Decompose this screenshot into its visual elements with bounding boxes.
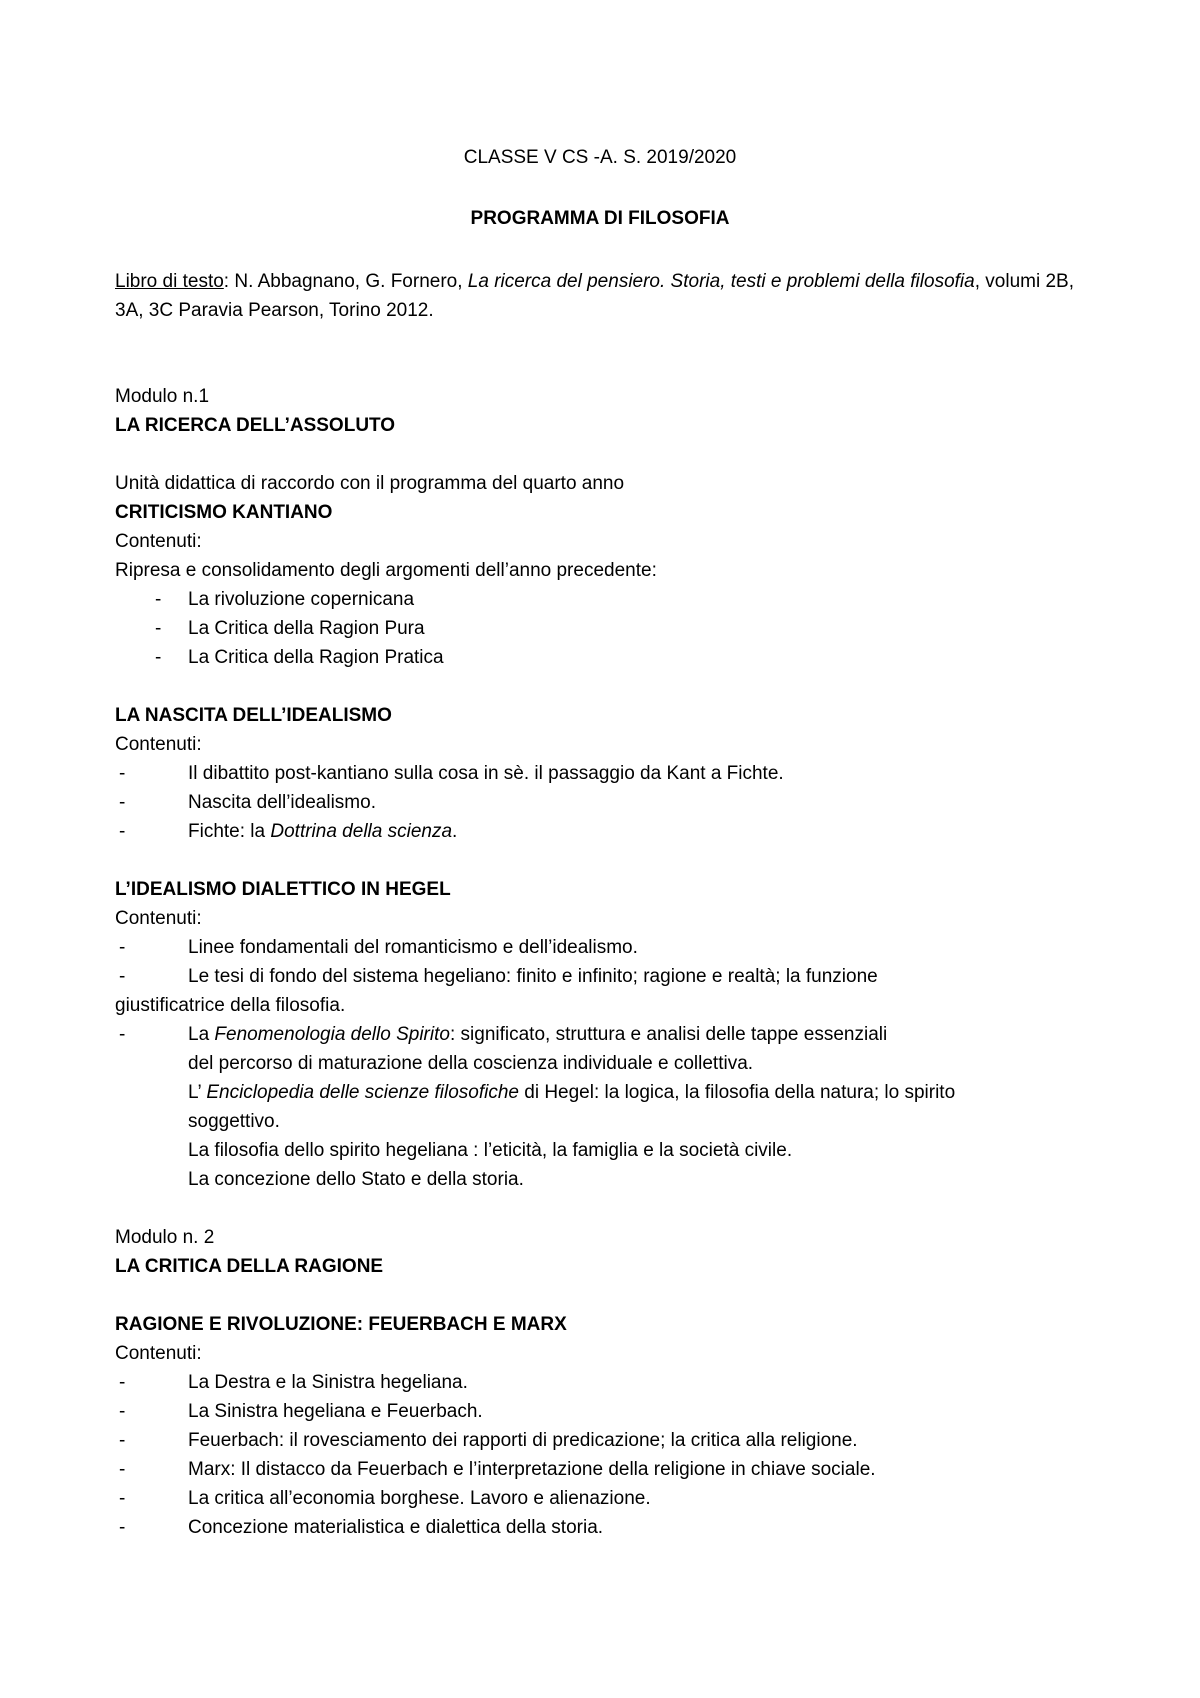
dash-marker: - bbox=[119, 1488, 126, 1509]
phenomenology-work: Fenomenologia dello Spirito bbox=[214, 1024, 450, 1045]
list-item-text: La rivoluzione copernicana bbox=[188, 589, 415, 610]
encyclopedia-line bbox=[115, 1078, 1100, 1107]
encyclopedia-suffix: di Hegel: la logica, la filosofia della natura; lo spirito bbox=[518, 1082, 956, 1103]
dash-marker: - bbox=[119, 1372, 126, 1393]
list-item-text: Le tesi di fondo del sistema hegeliano: finito e infinito; ragione e realtà; la funzione bbox=[188, 966, 878, 987]
textbook-title: La ricerca del pensiero. Storia, testi e problemi della filosofia bbox=[467, 271, 975, 292]
state-line: La concezione dello Stato e della storia. bbox=[188, 1169, 524, 1190]
list-item-text: Marx: Il distacco da Feuerbach e l’interpretazione della religione in chiave sociale. bbox=[188, 1459, 876, 1480]
program-content bbox=[115, 382, 1100, 1542]
class-line: CLASSE V CS -A. S. 2019/2020 bbox=[463, 147, 737, 168]
list-item bbox=[115, 1397, 1100, 1426]
unit-title: CRITICISMO KANTIANO bbox=[115, 502, 333, 523]
unit-intro: Unità didattica di raccordo con il programma del quarto anno bbox=[115, 473, 625, 494]
list-item-text: La Critica della Ragion Pura bbox=[188, 618, 425, 639]
dash-marker: - bbox=[119, 937, 126, 958]
dash-marker: - bbox=[119, 763, 126, 784]
encyclopedia-work: Enciclopedia delle scienze filosofiche bbox=[206, 1082, 519, 1103]
review-line: Ripresa e consolidamento degli argomenti dell’anno precedente: bbox=[115, 560, 657, 581]
dash-marker: - bbox=[119, 1401, 126, 1422]
list-item bbox=[115, 643, 1100, 672]
dash-marker: - bbox=[119, 792, 126, 813]
list-item bbox=[115, 962, 1100, 991]
contents-label: Contenuti: bbox=[115, 734, 202, 755]
contents-label: Contenuti: bbox=[115, 531, 202, 552]
dash-marker: - bbox=[119, 966, 126, 987]
encyclopedia-prefix: L’ bbox=[188, 1082, 207, 1103]
list-item-text: Linee fondamentali del romanticismo e dell’idealismo. bbox=[188, 937, 638, 958]
hegel-title: L’IDEALISMO DIALETTICO IN HEGEL bbox=[115, 879, 451, 900]
fichte-prefix: Fichte: la bbox=[188, 821, 271, 842]
textbook-authors: N. Abbagnano, G. Fornero, bbox=[229, 271, 468, 292]
list-item bbox=[115, 1426, 1100, 1455]
list-item-continuation: del percorso di maturazione della coscienza individuale e collettiva. bbox=[188, 1053, 754, 1074]
list-item-text: Nascita dell’idealismo. bbox=[188, 792, 376, 813]
list-item bbox=[115, 1368, 1100, 1397]
list-item-text: La Critica della Ragion Pratica bbox=[188, 647, 444, 668]
list-item bbox=[115, 585, 1100, 614]
list-item-continuation: soggettivo. bbox=[188, 1111, 280, 1132]
dash-marker: - bbox=[119, 1517, 126, 1538]
dash-marker: - bbox=[155, 589, 162, 610]
list-item-text: Il dibattito post-kantiano sulla cosa in sè. il passaggio da Kant a Fichte. bbox=[188, 763, 784, 784]
list-item bbox=[115, 817, 1100, 846]
list-item bbox=[115, 1513, 1100, 1542]
list-item-text: Concezione materialistica e dialettica della storia. bbox=[188, 1517, 604, 1538]
list-item bbox=[115, 614, 1100, 643]
module-1-number: Modulo n.1 bbox=[115, 386, 210, 407]
fichte-suffix: . bbox=[452, 821, 458, 842]
dash-marker: - bbox=[119, 1024, 126, 1045]
list-item-continuation: giustificatrice della filosofia. bbox=[115, 995, 346, 1016]
textbook-edition: , volumi 2B, 3A, 3C Paravia Pearson, Torino 2012. bbox=[115, 271, 1074, 321]
dash-marker: - bbox=[155, 647, 162, 668]
textbook-reference bbox=[115, 267, 1075, 325]
dash-marker: - bbox=[119, 1459, 126, 1480]
module-1-title: LA RICERCA DELL’ASSOLUTO bbox=[115, 415, 396, 436]
idealism-title: LA NASCITA DELL’IDEALISMO bbox=[115, 705, 392, 726]
fichte-work: Dottrina della scienza bbox=[270, 821, 453, 842]
list-item-text: La Sinistra hegeliana e Feuerbach. bbox=[188, 1401, 483, 1422]
dash-marker: - bbox=[119, 1430, 126, 1451]
list-item bbox=[115, 788, 1100, 817]
dash-marker: - bbox=[155, 618, 162, 639]
module-2-title: LA CRITICA DELLA RAGIONE bbox=[115, 1256, 384, 1277]
contents-label: Contenuti: bbox=[115, 1343, 202, 1364]
list-item bbox=[115, 1484, 1100, 1513]
list-item bbox=[115, 759, 1100, 788]
module-2-number: Modulo n. 2 bbox=[115, 1227, 215, 1248]
feuerbach-marx-title: RAGIONE E RIVOLUZIONE: FEUERBACH E MARX bbox=[115, 1314, 567, 1335]
textbook-label: Libro di testo bbox=[115, 271, 224, 292]
program-title: PROGRAMMA DI FILOSOFIA bbox=[470, 208, 730, 229]
list-item-text bbox=[188, 817, 457, 846]
contents-label: Contenuti: bbox=[115, 908, 202, 929]
textbook-colon: : bbox=[223, 271, 230, 292]
list-item-text: La critica all’economia borghese. Lavoro e alienazione. bbox=[188, 1488, 651, 1509]
list-item-text: La Destra e la Sinistra hegeliana. bbox=[188, 1372, 468, 1393]
list-item bbox=[115, 1020, 1100, 1049]
list-item-text: Feuerbach: il rovesciamento dei rapporti di predicazione; la critica alla religione. bbox=[188, 1430, 858, 1451]
spirit-line: La filosofia dello spirito hegeliana : l’eticità, la famiglia e la società civile. bbox=[188, 1140, 793, 1161]
list-item-text bbox=[188, 1020, 887, 1049]
list-item bbox=[115, 1455, 1100, 1484]
phenomenology-suffix: : significato, struttura e analisi delle tappe essenziali bbox=[449, 1024, 888, 1045]
dash-marker: - bbox=[119, 821, 126, 842]
phenomenology-prefix: La bbox=[188, 1024, 215, 1045]
list-item bbox=[115, 933, 1100, 962]
